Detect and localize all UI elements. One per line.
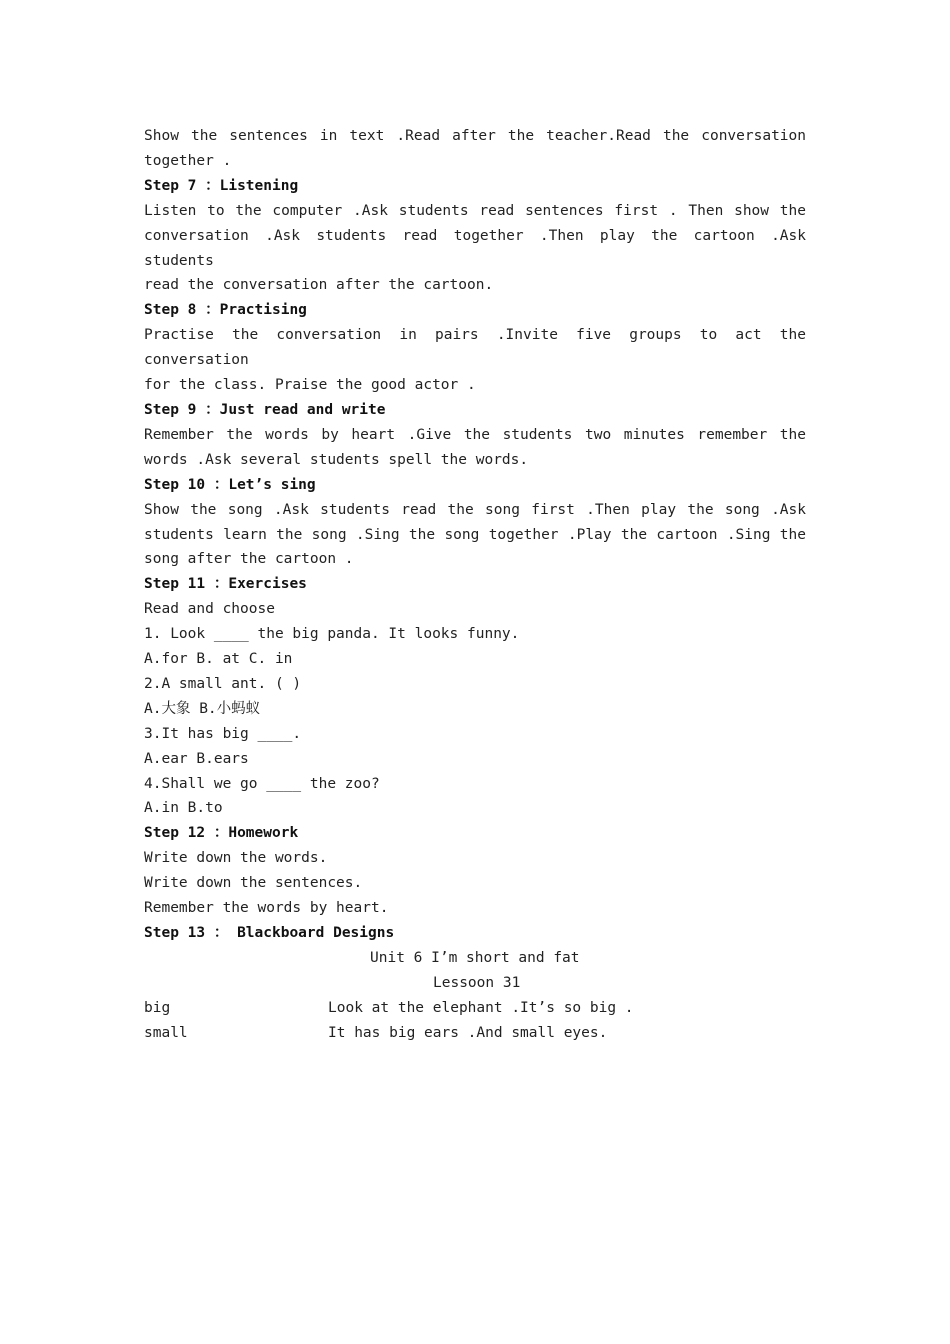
step-heading: Step 12 ：Homework xyxy=(144,825,299,842)
text-line: 3.It has big ____. xyxy=(144,725,302,742)
text-line: Listen to the computer .Ask students read sentences first . Then show the xyxy=(144,202,806,219)
text-line: 4.Shall we go ____ the zoo? xyxy=(144,775,380,792)
text-line: conversation .Ask students read together .Then play the cartoon .Ask students xyxy=(144,227,806,269)
text-line: Practise the conversation in pairs .Invite five groups to act the conversation xyxy=(144,327,806,369)
text-line: Show the sentences in text .Read after the teacher.Read the conversation xyxy=(144,128,806,144)
text-line: words .Ask several students spell the words. xyxy=(144,451,529,468)
lesson-body xyxy=(144,124,806,946)
blackboard-row-big xyxy=(144,996,806,1021)
text-line: song after the cartoon . xyxy=(144,551,354,568)
step-heading: Step 13 ： Blackboard Designs xyxy=(144,925,395,941)
text-line: 2.A small ant. ( ) xyxy=(144,675,302,692)
text-line: Write down the sentences. xyxy=(144,875,363,892)
text-line: 1. Look ____ the big panda. It looks funny. xyxy=(144,626,520,643)
text-line: Show the song .Ask students read the song first .Then play the song .Ask xyxy=(144,501,806,518)
step-heading: Step 11 ：Exercises xyxy=(144,576,307,593)
blackboard-word: big xyxy=(144,999,171,1016)
blackboard-sentence: Look at the elephant .It’s so big . xyxy=(328,999,634,1016)
text-line: read the conversation after the cartoon. xyxy=(144,277,494,294)
blackboard-sentence: It has big ears .And small eyes. xyxy=(328,1024,608,1041)
text-line: A.ear B.ears xyxy=(144,750,249,767)
text-line: Read and choose xyxy=(144,601,275,618)
blackboard-lesson: Lessoon 31 xyxy=(433,974,521,991)
text-line: A.大象 B.小蚂蚁 xyxy=(144,700,261,717)
text-line: A.in B.to xyxy=(144,800,223,817)
step-heading: Step 9 ：Just read and write xyxy=(144,401,386,418)
text-line: Remember the words by heart .Give the students two minutes remember the xyxy=(144,426,806,443)
blackboard-title: Unit 6 I’m short and fat xyxy=(370,949,580,966)
blackboard-row-small xyxy=(144,1021,806,1046)
text-line: for the class. Praise the good actor . xyxy=(144,377,476,394)
text-line: Write down the words. xyxy=(144,850,328,867)
document-page xyxy=(144,124,806,1046)
text-line: Remember the words by heart. xyxy=(144,900,389,917)
text-line: students learn the song .Sing the song together .Play the cartoon .Sing the xyxy=(144,526,806,543)
step-heading: Step 10 ：Let’s sing xyxy=(144,476,316,493)
text-line: A.for B. at C. in xyxy=(144,651,293,668)
step-heading: Step 8 ：Practising xyxy=(144,302,307,319)
text-line: together . xyxy=(144,152,232,169)
blackboard-word: small xyxy=(144,1024,188,1041)
step-heading: Step 7 ：Listening xyxy=(144,177,299,194)
